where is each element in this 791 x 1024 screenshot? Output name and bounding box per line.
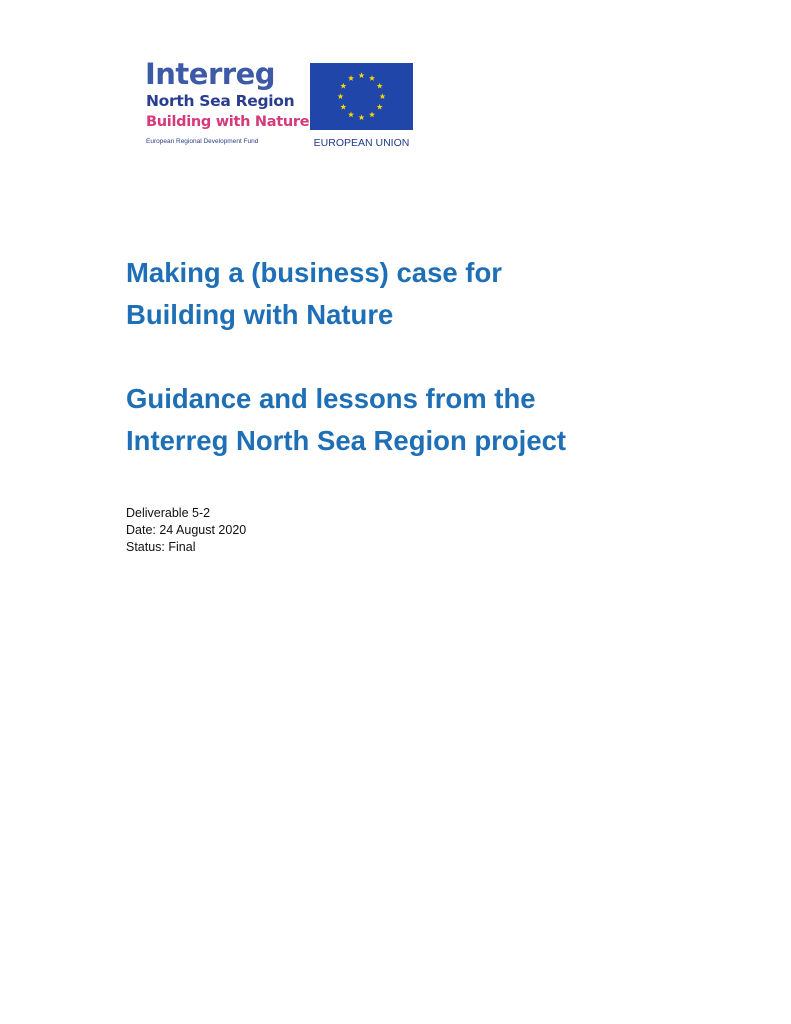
eu-star-icon (377, 104, 383, 110)
logo-wordmark: Interreg (145, 57, 275, 91)
logo-region: North Sea Region (146, 92, 295, 110)
eu-label: EUROPEAN UNION (313, 137, 410, 149)
eu-star-icon (358, 114, 364, 120)
deliverable-number: Deliverable 5-2 (126, 506, 211, 520)
eu-star-icon (369, 111, 375, 117)
eu-star-icon (348, 75, 354, 81)
eu-star-icon (337, 93, 343, 99)
eu-star-icon (369, 75, 375, 81)
title-line: Building with Nature (126, 299, 394, 330)
document-status: Status: Final (126, 540, 196, 554)
eu-star-icon (358, 72, 364, 78)
eu-star-icon (377, 83, 383, 89)
title-line: Making a (business) case for (126, 257, 502, 288)
document-title (126, 252, 746, 336)
eu-star-icon (340, 104, 346, 110)
document-subtitle (126, 378, 746, 462)
subtitle-line: Guidance and lessons from the (126, 383, 536, 414)
logo-project-name: Building with Nature (146, 114, 310, 130)
logo-fund-name: European Regional Development Fund (146, 138, 259, 145)
eu-star-icon (379, 93, 385, 99)
interreg-logo (145, 58, 417, 154)
eu-star-icon (348, 111, 354, 117)
eu-star-icon (340, 83, 346, 89)
document-date: Date: 24 August 2020 (126, 523, 247, 537)
document-meta (126, 505, 246, 556)
subtitle-line: Interreg North Sea Region project (126, 425, 567, 456)
eu-flag-icon (310, 63, 413, 130)
